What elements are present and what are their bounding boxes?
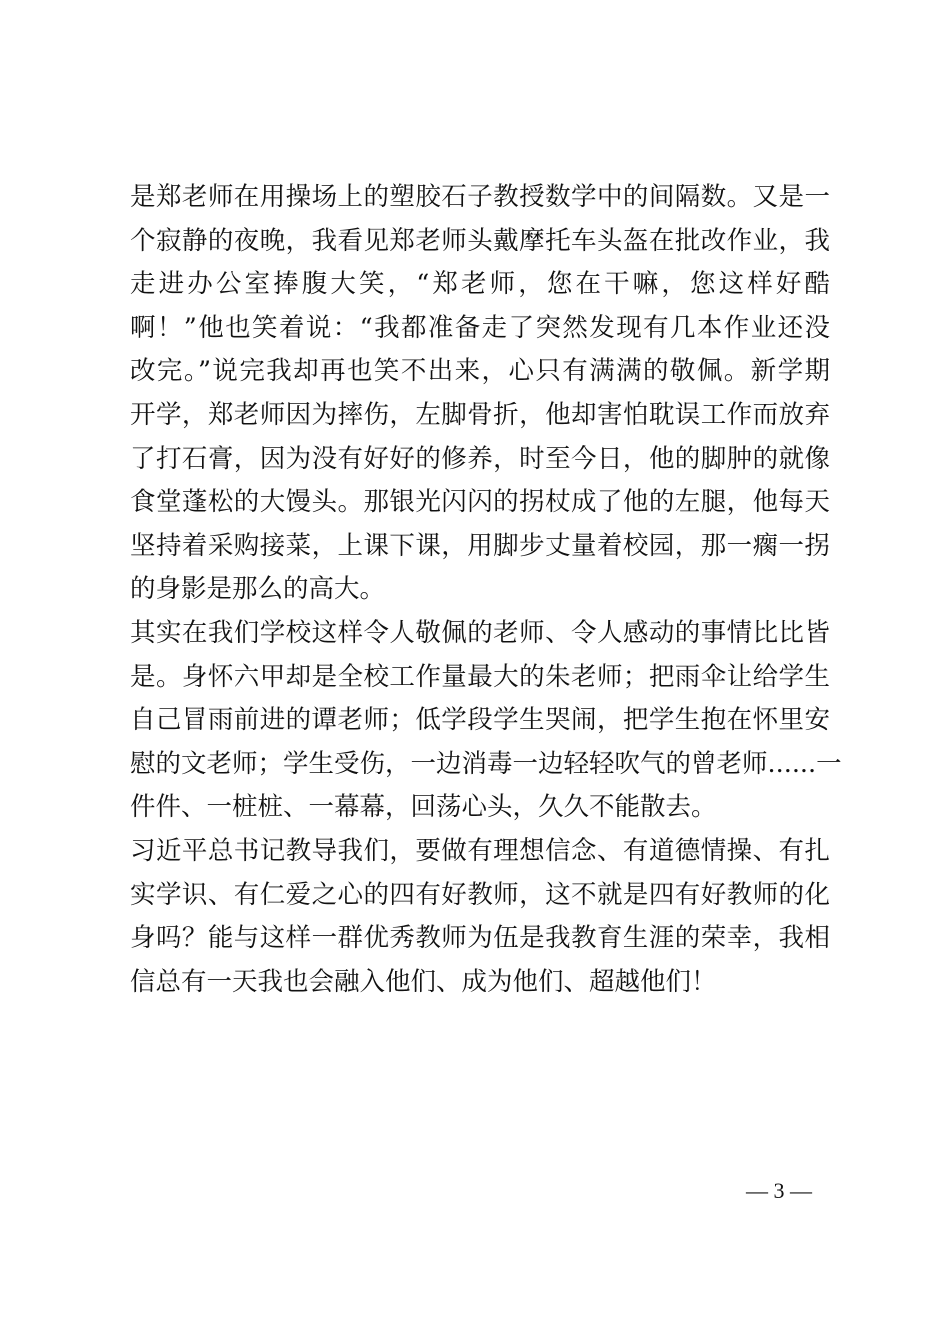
text-line: 信总有一天我也会融入他们、成为他们、超越他们！ [130, 966, 717, 997]
text-line: 走进办公室捧腹大笑，“郑老师，您在干嘛，您这样好酷 [130, 269, 830, 300]
text-line: 其实在我们学校这样令人敬佩的老师、令人感动的事情比比皆 [130, 617, 830, 648]
text-line: 的身影是那么的高大。 [130, 574, 386, 605]
text-line: 是郑老师在用操场上的塑胶石子教授数学中的间隔数。又是一 [130, 182, 830, 212]
text-line: 食堂蓬松的大馒头。那银光闪闪的拐杖成了他的左腿，他每天 [130, 487, 830, 518]
text-line: 实学识、有仁爱之心的四有好教师，这不就是四有好教师的化 [130, 879, 830, 910]
text-line: 啊！”他也笑着说：“我都准备走了突然发现有几本作业还没 [130, 312, 830, 343]
text-line: 件件、一桩桩、一幕幕，回荡心头，久久不能散去。 [130, 792, 717, 823]
text-line: 个寂静的夜晚，我看见郑老师头戴摩托车头盔在批改作业，我 [130, 225, 830, 256]
text-line: 了打石膏，因为没有好好的修养，时至今日，他的脚肿的就像 [130, 443, 830, 474]
text-line: 坚持着采购接菜，上课下课，用脚步丈量着校园，那一瘸一拐 [130, 530, 830, 561]
text-line: 习近平总书记教导我们，要做有理想信念、有道德情操、有扎 [130, 835, 830, 866]
text-line: 身吗？能与这样一群优秀教师为伍是我教育生涯的荣幸，我相 [130, 923, 830, 954]
text-line: 开学，郑老师因为摔伤，左脚骨折，他却害怕耽误工作而放弃 [130, 399, 830, 430]
page-number: — 3 — [746, 1178, 812, 1203]
text-line: 自己冒雨前进的谭老师；低学段学生哭闹，把学生抱在怀里安 [130, 705, 830, 736]
text-line: 是。身怀六甲却是全校工作量最大的朱老师；把雨伞让给学生 [130, 661, 830, 692]
body-text [130, 176, 842, 1004]
text-line: 慰的文老师；学生受伤，一边消毒一边轻轻吹气的曾老师......一 [130, 748, 842, 779]
text-line: 改完。”说完我却再也笑不出来，心只有满满的敬佩。新学期 [130, 356, 830, 387]
